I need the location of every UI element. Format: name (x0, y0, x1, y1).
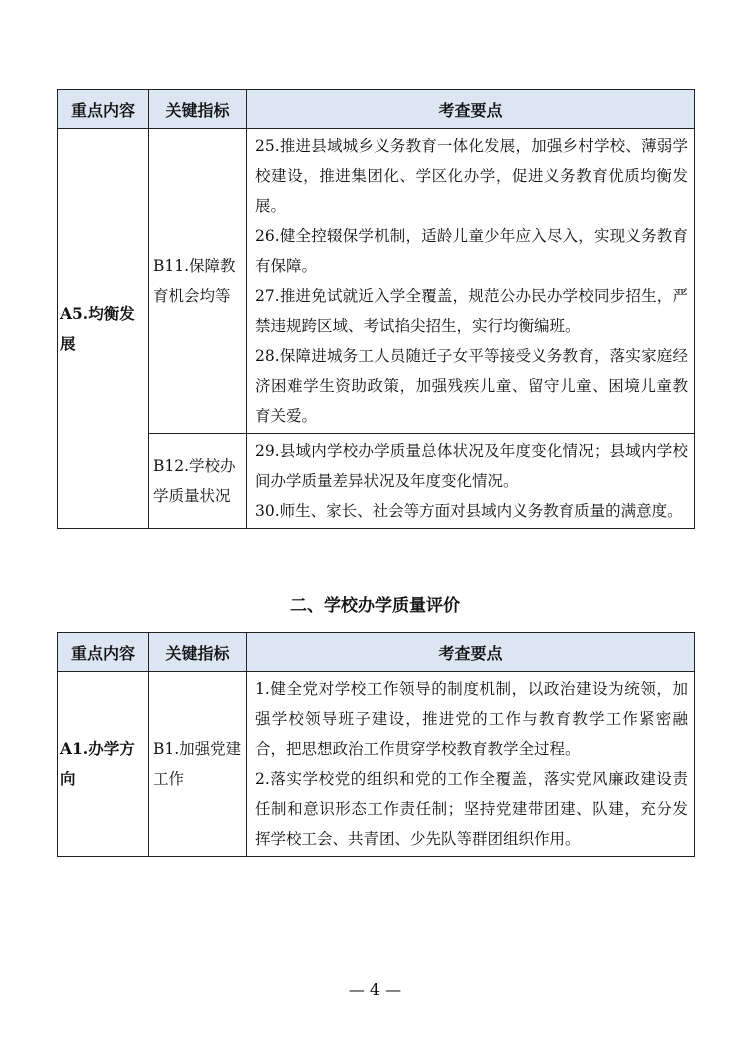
section-title: 二、学校办学质量评价 (290, 596, 460, 616)
table-row (58, 129, 695, 434)
point-2: 2.落实学校党的组织和党的工作全覆盖，落实党风廉政建设责任制和意识形态工作责任制；坚持党建带团建、队建，充分发挥学校工会、共青团、少先队等群团组织作用。 (255, 770, 688, 848)
page-number: — 4 — (348, 980, 402, 999)
table-header-row (58, 633, 695, 672)
b12-points (247, 434, 695, 529)
table-row (58, 672, 695, 857)
b11-points (247, 129, 695, 434)
header-key-indicator: 关键指标 (149, 90, 247, 129)
point-29: 29.县域内学校办学质量总体状况及年度变化情况；县域内学校间办学质量差异状况及年度变化情况。 (255, 442, 688, 490)
point-25: 25.推进县域城乡义务教育一体化发展，加强乡村学校、薄弱学校建设，推进集团化、学区化办学，促进义务教育优质均衡发展。 (255, 137, 688, 215)
header-check-points: 考查要点 (247, 633, 695, 672)
header-key-indicator: 关键指标 (149, 633, 247, 672)
header-focus-content: 重点内容 (58, 633, 149, 672)
a5-label: A5.均衡发展 (58, 129, 149, 529)
table-balanced-development (57, 89, 695, 529)
point-27: 27.推进免试就近入学全覆盖，规范公办民办学校同步招生，严禁违规跨区域、考试掐尖招生，实行均衡编班。 (255, 287, 688, 335)
table-row (58, 434, 695, 529)
b12-label: B12.学校办学质量状况 (149, 434, 247, 529)
point-28: 28.保障进城务工人员随迁子女平等接受义务教育，落实家庭经济困难学生资助政策，加强残疾儿童、留守儿童、困境儿童教育关爱。 (255, 347, 688, 425)
point-30: 30.师生、家长、社会等方面对县域内义务教育质量的满意度。 (255, 502, 683, 520)
a1-label: A1.办学方向 (58, 672, 149, 857)
header-focus-content: 重点内容 (58, 90, 149, 129)
table-school-direction (57, 632, 695, 857)
point-26: 26.健全控辍保学机制，适龄儿童少年应入尽入，实现义务教育有保障。 (255, 227, 688, 275)
b1-points (247, 672, 695, 857)
header-check-points: 考查要点 (247, 90, 695, 129)
table-header-row (58, 90, 695, 129)
b11-label: B11.保障教育机会均等 (149, 129, 247, 434)
point-1: 1.健全党对学校工作领导的制度机制，以政治建设为统领，加强学校领导班子建设，推进党的工作与教育教学工作紧密融合，把思想政治工作贯穿学校教育教学全过程。 (255, 680, 688, 758)
b1-label: B1.加强党建工作 (149, 672, 247, 857)
